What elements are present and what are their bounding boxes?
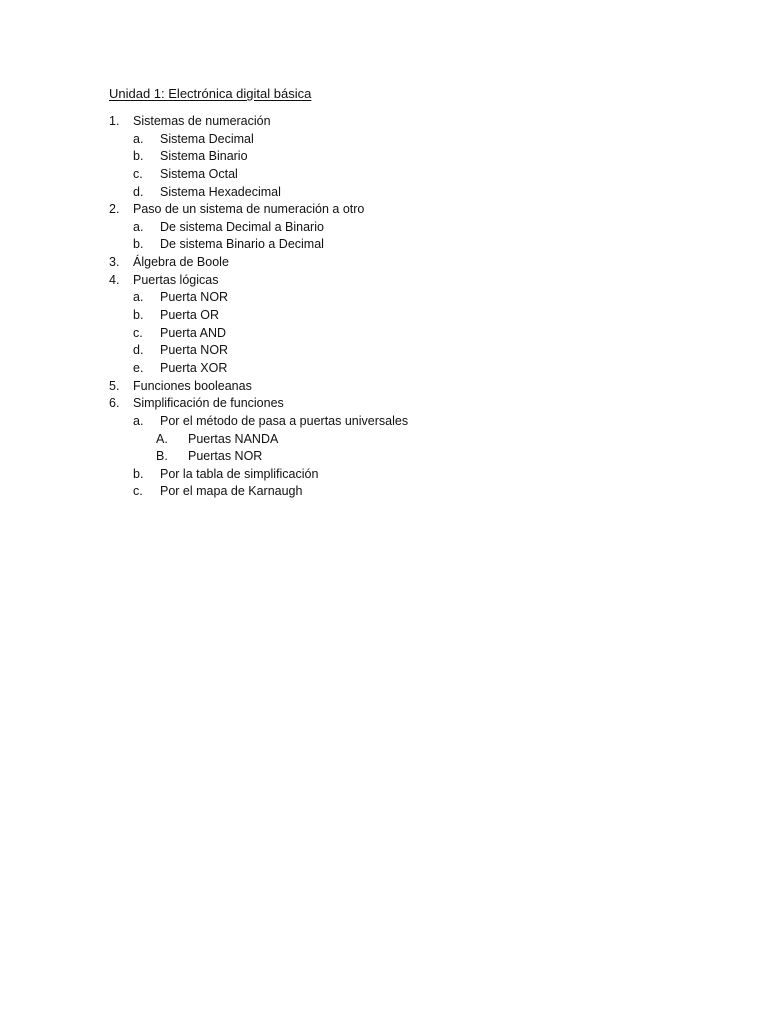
outline-item-label: De sistema Binario a Decimal xyxy=(160,237,324,252)
outline-item-marker: 2. xyxy=(109,202,120,217)
outline-item-label: Sistema Binario xyxy=(160,149,248,164)
outline-item-marker: b. xyxy=(133,237,144,252)
outline-item-marker: b. xyxy=(133,149,144,164)
outline-item-marker: 3. xyxy=(109,255,120,270)
outline-item-label: Puerta NOR xyxy=(160,343,229,358)
outline-item-marker: 1. xyxy=(109,114,120,128)
outline-item-label: Puerta OR xyxy=(160,308,220,323)
outline-item-label: Puerta AND xyxy=(160,325,227,340)
outline-item-label: Sistema Octal xyxy=(160,166,238,181)
outline-item-marker: 4. xyxy=(109,272,120,287)
outline-item-marker: a. xyxy=(133,131,144,146)
outline-item-label: Por el método de pasa a puertas universales xyxy=(160,413,409,428)
outline-item-marker: a. xyxy=(133,413,144,428)
outline-item-label: Puerta XOR xyxy=(160,360,228,375)
outline-item-marker: a. xyxy=(133,219,144,234)
outline-item-marker: 5. xyxy=(109,378,120,393)
outline-item-marker: b. xyxy=(133,466,144,481)
outline-item-marker: e. xyxy=(133,360,144,375)
outline-item-label: Funciones booleanas xyxy=(133,378,252,393)
outline-item-label: Puertas NOR xyxy=(188,449,263,464)
outline-item-label: Simplificación de funciones xyxy=(133,396,284,411)
outline-item-marker: 6. xyxy=(109,396,120,411)
outline-item-marker: d. xyxy=(133,343,144,358)
outline-item-label: Paso de un sistema de numeración a otro xyxy=(133,202,365,217)
outline-item-marker: c. xyxy=(133,484,143,499)
outline-item-label: Sistemas de numeración xyxy=(133,114,271,128)
outline-item-marker: d. xyxy=(133,184,144,199)
outline-item-label: Sistema Hexadecimal xyxy=(160,184,281,199)
outline-item-label: Por la tabla de simplificación xyxy=(160,466,319,481)
outline-item-marker: c. xyxy=(133,166,143,181)
outline-item-label: Álgebra de Boole xyxy=(133,255,229,270)
outline-item-marker: c. xyxy=(133,325,143,340)
outline-item-marker: a. xyxy=(133,290,144,305)
outline-item-label: Puertas NANDA xyxy=(188,431,279,446)
outline-item-marker: B. xyxy=(156,449,168,464)
outline-item-marker: b. xyxy=(133,308,144,323)
outline-item-label: De sistema Decimal a Binario xyxy=(160,219,324,234)
outline-item-label: Puertas lógicas xyxy=(133,272,219,287)
outline-item-marker: A. xyxy=(156,431,168,446)
outline-item-label: Puerta NOR xyxy=(160,290,229,305)
document-title: Unidad 1: Electrónica digital básica xyxy=(109,86,312,101)
outline-item-label: Sistema Decimal xyxy=(160,131,254,146)
outline-item-label: Por el mapa de Karnaugh xyxy=(160,484,303,499)
